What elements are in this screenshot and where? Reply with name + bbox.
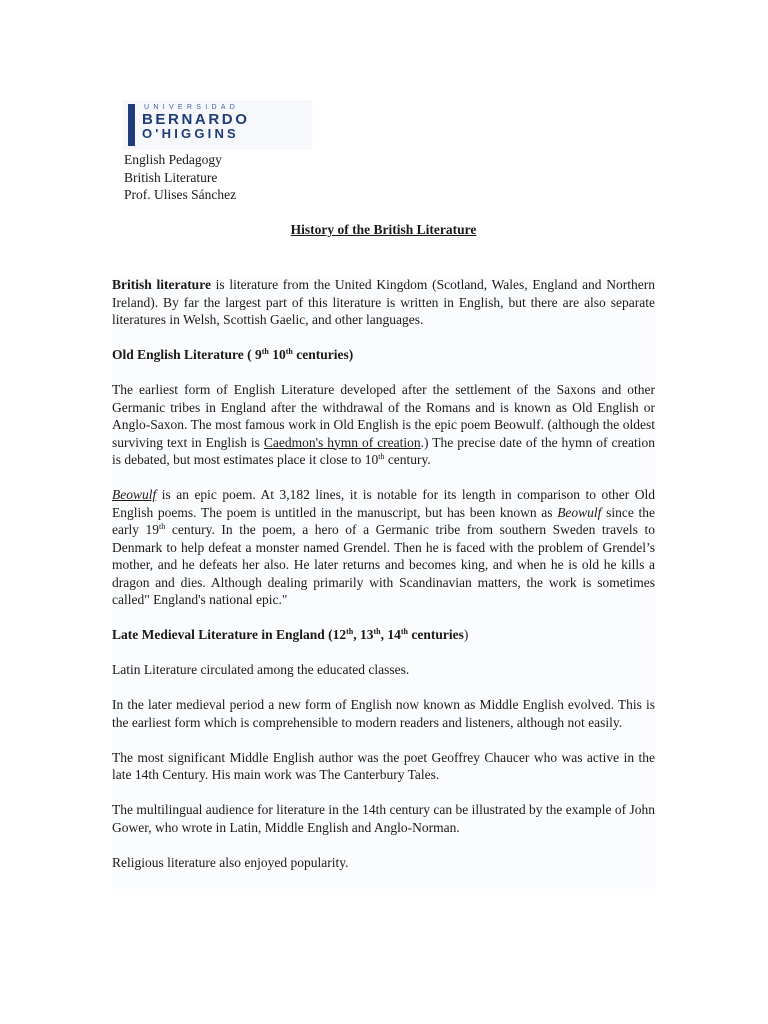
gower-paragraph: The multilingual audience for literature in the 14th century can be illustrated by the example of John Gower, who wrote in Latin, Middle English and Anglo-Norman.	[112, 802, 655, 835]
heading-text: , 13	[353, 627, 374, 642]
paragraph-text: is an epic poem. At 3,182 lines, it is notable for its length in comparison to other Old English poems. The poem is untitled in the manuscript, but has been known as	[112, 487, 655, 520]
paragraph-text: .) The precise date of the hymn of creation is debated, but most estimates place it close to 10	[112, 434, 655, 467]
late-medieval-heading	[112, 626, 655, 644]
intro-paragraph	[112, 276, 655, 329]
heading-text: Old English Literature ( 9	[112, 347, 262, 362]
middle-english-paragraph: In the later medieval period a new form of English now known as Middle English evolved. This is the earliest form which is comprehensible to modern readers and listeners, although not easily.	[112, 697, 655, 730]
university-logo	[122, 100, 312, 150]
heading-text: Late Medieval Literature in England (12	[112, 627, 347, 642]
heading-text: centuries)	[292, 347, 354, 362]
chaucer-paragraph: The most significant Middle English author was the poet Geoffrey Chaucer who was active in the late 14th Century. His main work was The Canterbury Tales.	[112, 749, 655, 782]
superscript: th	[400, 627, 408, 636]
caedmon-link[interactable]: Caedmon's hymn of creation	[263, 434, 421, 450]
beowulf-link[interactable]: Beowulf	[112, 487, 157, 502]
superscript: th	[159, 522, 166, 531]
intro-text: is literature from the United Kingdom (Scotland, Wales, England and Northern Ireland). By far the largest part of this literature is written in English, but there are also separate literatures in Welsh, Scottish Gaelic, and other languages.	[112, 277, 655, 327]
logo-line-ohiggins: O'HIGGINS	[142, 126, 239, 141]
heading-text: 10	[268, 347, 286, 362]
subject-name: British Literature	[124, 169, 218, 185]
logo-line-universidad: UNIVERSIDAD	[144, 104, 240, 111]
beowulf-paragraph	[112, 486, 655, 609]
document-body	[112, 276, 655, 889]
heading-text: centuries	[408, 627, 464, 642]
superscript: th	[261, 347, 269, 356]
paragraph-text: century.	[384, 452, 431, 467]
professor-name: Prof. Ulises Sánchez	[124, 187, 237, 202]
superscript: th	[346, 627, 354, 636]
paragraph-text: The earliest form of English Literature developed after the settlement of the Saxons and other Germanic tribes in England after the withdrawal of the Romans and is known as Old English or Anglo-Saxon. The most famous work in Old English is the epic poem Beowulf. (although the oldest surviving text in English is	[112, 382, 655, 450]
course-name: English Pedagogy	[124, 152, 222, 167]
document-header	[124, 151, 236, 204]
document-title: History of the British Literature	[290, 222, 477, 237]
paragraph-text: century. In the poem, a hero of a Germanic tribe from southern Sweden travels to Denmark to help defeat a monster named Grendel. Then he is faced with the problem of Grendel’s mother, and he defeats her also. He later returns and becomes king, and when he is old he kills a dragon and dies. Although dealing primarily with Scandinavian matters, the work is sometimes called" England's national epic."	[112, 522, 655, 607]
logo-bar	[128, 104, 135, 146]
beowulf-title: Beowulf	[557, 504, 602, 520]
paragraph-text: since the early 19	[112, 504, 655, 537]
heading-text: , 14	[380, 627, 401, 642]
old-english-paragraph-1	[112, 381, 655, 469]
religious-paragraph: Religious literature also enjoyed popularity.	[112, 854, 349, 870]
superscript: th	[373, 627, 381, 636]
old-english-heading	[112, 346, 655, 364]
latin-paragraph: Latin Literature circulated among the educated classes.	[112, 662, 410, 677]
superscript: th	[285, 347, 293, 356]
heading-text: )	[463, 627, 469, 642]
logo-line-bernardo: BERNARDO	[142, 111, 250, 128]
superscript: th	[378, 452, 385, 461]
intro-term: British literature	[112, 277, 211, 292]
